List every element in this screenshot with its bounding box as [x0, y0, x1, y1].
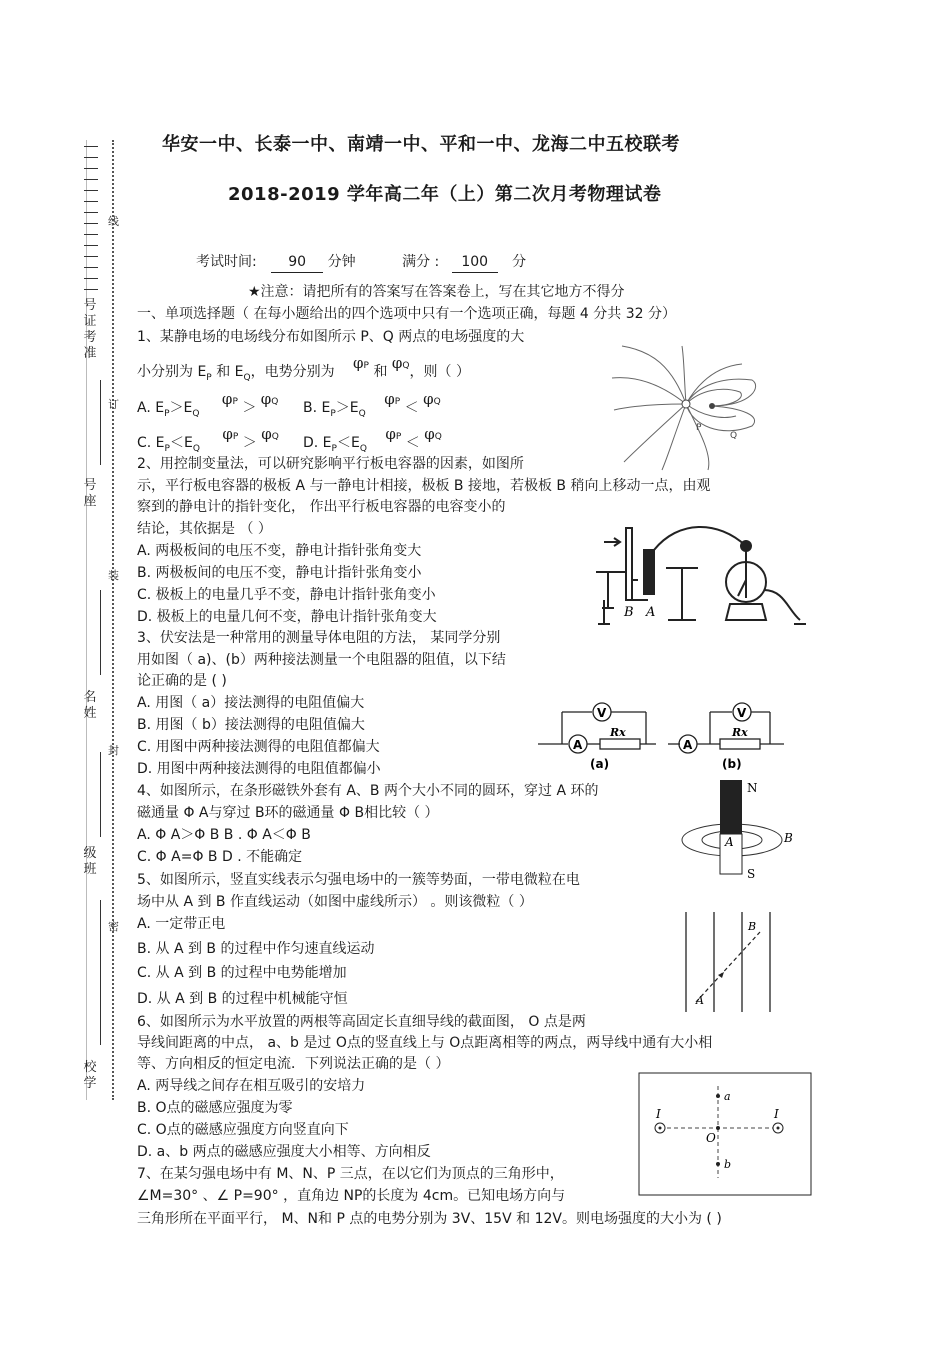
q1-sub: P: [395, 431, 402, 442]
gutter-fill-line-4: [100, 900, 101, 1045]
q1-text: C. E: [137, 435, 165, 451]
q5-option-a: A. 一定带正电: [137, 916, 226, 932]
q2-line-3: 察到的静电计的指针变化， 作出平行板电容器的电容变小的: [137, 499, 506, 515]
q3-option-a: A. 用图（ a）接法测得的电阻值偏大: [137, 695, 365, 711]
q1-text: 和: [373, 364, 388, 380]
phi-symbol: φ: [385, 425, 396, 443]
q3-circuit-a-figure: [538, 700, 668, 772]
q1-sub: P: [331, 443, 337, 454]
q3-option-d: D. 用图中两种接法测得的电阻值都偏小: [137, 761, 381, 777]
q6-option-b: B. O点的磁感应强度为零: [137, 1100, 293, 1116]
gutter-tick-mi: 密: [108, 920, 119, 933]
q4-fig-a: A: [725, 835, 734, 849]
q3b-ammeter-label: A: [683, 738, 693, 752]
exam-time-label: 考试时间:: [196, 254, 257, 270]
q3a-ammeter-label: A: [573, 738, 583, 752]
phi-symbol: φ: [391, 354, 403, 372]
q1-sub: P: [164, 408, 170, 419]
q6-fig-b: b: [724, 1158, 732, 1171]
full-score-value: 100: [452, 252, 498, 273]
gutter-label-exam-id: 号证考准: [83, 298, 97, 361]
q1-text: ＜: [405, 435, 420, 451]
q1-sub: Q: [271, 396, 279, 407]
q7-line-3: 三角形所在平面平行， M、N和 P 点的电势分别为 3V、15V 和 12V。则电场强度的大小为 ( ): [137, 1211, 722, 1227]
phi-symbol: φ: [222, 425, 233, 443]
q3-option-b: B. 用图（ b）接法测得的电阻值偏大: [137, 717, 365, 733]
q4-line-1: 4、如图所示，在条形磁铁外套有 A、B 两个大小不同的圆环，穿过 A 环的: [137, 783, 599, 799]
q4-fig-n: N: [747, 781, 758, 795]
q2-option-a: A. 两极板间的电压不变，静电计指针张角变大: [137, 543, 422, 559]
q6-line-2: 导线间距离的中点， a、b 是过 O点的竖直线上与 O点距离相等的两点，两导线中通有大小相: [137, 1035, 713, 1051]
q1-fig-label-q: Q: [730, 431, 738, 441]
gutter-label-name: 名姓: [83, 690, 97, 721]
q2-option-d: D. 极板上的电量几何不变，静电计指针张角变大: [137, 609, 437, 625]
q5-line-1: 5、如图所示，竖直实线表示匀强电场中的一簇等势面，一带电微粒在电: [137, 872, 580, 888]
q1-stem-line2: [137, 354, 470, 388]
q1-sub: Q: [433, 396, 441, 407]
exam-title-line1: 华安一中、长泰一中、南靖一中、平和一中、龙海二中五校联考: [162, 134, 680, 155]
q3b-rx-label: Rx: [732, 726, 748, 739]
q1-text: 和 E: [216, 364, 244, 380]
q5-option-c: C. 从 A 到 B 的过程中电势能增加: [137, 965, 347, 981]
phi-symbol: φ: [353, 354, 364, 372]
q1-sub: P: [394, 396, 401, 407]
q4-line-2: 磁通量 Φ A与穿过 B环的磁通量 Φ B相比较（ ）: [137, 805, 439, 821]
q1-sub: P: [330, 408, 336, 419]
q5-fig-b: B: [748, 920, 757, 933]
q2-option-b: B. 两极板间的电压不变，静电计指针张角变小: [137, 565, 422, 581]
exam-notice: ★注意：请把所有的答案写在答案卷上，写在其它地方不得分: [248, 284, 625, 300]
q1-sub: Q: [434, 431, 442, 442]
q4-option-cd: C. Φ A=Φ B D . 不能确定: [137, 849, 303, 865]
q6-line-3: 等、方向相反的恒定电流．下列说法正确的是（ ）: [137, 1056, 450, 1072]
q1-text: ＞E: [335, 400, 359, 416]
q6-fig-o: O: [706, 1131, 716, 1145]
q1-text: ＞E: [169, 400, 193, 416]
q4-option-ab: A. Φ A＞Φ B B . Φ A＜Φ B: [137, 827, 311, 843]
q1-text: 小分别为 E: [137, 364, 207, 380]
q1-sub: P: [363, 360, 369, 371]
q3a-caption: (a): [590, 757, 610, 771]
q1-sub: Q: [358, 408, 366, 419]
q7-line-1: 7、在某匀强电场中有 M、N、P 三点，在以它们为顶点的三角形中，: [137, 1166, 564, 1182]
q1-stem-line1: 1、某静电场的电场线分布如图所示 P、Q 两点的电场强度的大: [137, 329, 525, 345]
q3-line-3: 论正确的是 ( ): [137, 673, 227, 689]
q5-equipotential-figure: [680, 912, 780, 1012]
q6-option-a: A. 两导线之间存在相互吸引的安培力: [137, 1078, 366, 1094]
full-score-label: 满分 :: [402, 254, 440, 270]
q1-text: ＞: [242, 400, 257, 416]
gutter-tick-feng: 封: [108, 744, 119, 757]
q4-fig-b: B: [784, 831, 793, 845]
q3b-caption: (b): [722, 757, 742, 771]
exam-time-value: 90: [271, 252, 323, 273]
q4-fig-s: S: [747, 867, 756, 881]
q3b-voltmeter-label: V: [737, 706, 747, 720]
q1-sub: P: [232, 431, 239, 442]
q3a-rx-label: Rx: [610, 726, 626, 739]
q3-circuit-b-figure: [668, 700, 788, 772]
gutter-dotted-line: [112, 140, 116, 1100]
section-heading: 一、单项选择题（ 在每小题给出的四个选项中只有一个选项正确，每题 4 分共 32 分）: [137, 306, 676, 322]
q1-sub: Q: [192, 443, 200, 454]
q3a-voltmeter-label: V: [597, 706, 607, 720]
q5-option-b: B. 从 A 到 B 的过程中作匀速直线运动: [137, 941, 375, 957]
exam-title-line2: 2018-2019 学年高二年（上）第二次月考物理试卷: [228, 184, 662, 205]
q2-fig-label-b: B: [624, 605, 634, 620]
q6-fig-i-right: I: [774, 1107, 779, 1121]
phi-symbol: φ: [424, 425, 435, 443]
phi-symbol: φ: [423, 390, 434, 408]
phi-symbol: φ: [221, 390, 233, 408]
q3-option-c: C. 用图中两种接法测得的电阻值都偏大: [137, 739, 380, 755]
gutter-blank-dashes: [84, 146, 98, 291]
q2-line-1: 2、用控制变量法，可以研究影响平行板电容器的因素，如图所: [137, 456, 524, 472]
q6-option-d: D. a、b 两点的磁感应强度大小相等、方向相反: [137, 1144, 431, 1160]
exam-time-unit: 分钟: [327, 254, 356, 270]
q1-text: D. E: [303, 435, 332, 451]
q1-text: ＜E: [169, 435, 193, 451]
q1-text: ＜: [404, 400, 419, 416]
q6-fig-a: a: [724, 1090, 731, 1103]
q3-line-1: 3、伏安法是一种常用的测量导体电阻的方法， 某同学分别: [137, 630, 501, 646]
gutter-tick-xian: 线: [108, 215, 119, 228]
q1-text: ＜E: [336, 435, 360, 451]
q1-sub: P: [164, 443, 170, 454]
phi-symbol: φ: [260, 390, 272, 408]
q1-sub: Q: [271, 431, 279, 442]
q1-field-lines-figure: [612, 346, 772, 472]
q1-option-b: [303, 390, 441, 424]
gutter-fill-line-1: [100, 380, 101, 465]
q2-line-4: 结论，其依据是 （ ）: [137, 521, 272, 537]
phi-symbol: φ: [384, 390, 395, 408]
gutter-label-school: 校学: [83, 1060, 97, 1091]
gutter-tick-zhuang: 装: [108, 569, 119, 582]
q1-sub: Q: [243, 372, 251, 383]
q1-text: A. E: [137, 400, 165, 416]
full-score-unit: 分: [512, 254, 527, 270]
q1-sub: Q: [402, 360, 410, 371]
exam-info-line: [196, 252, 526, 273]
q6-wires-figure: [638, 1072, 812, 1196]
gutter-fill-line-3: [100, 752, 101, 837]
q6-line-1: 6、如图所示为水平放置的两根等高固定长直细导线的截面图， O 点是两: [137, 1014, 586, 1030]
q1-text: ，则（ ）: [409, 364, 470, 380]
gutter-fill-line-2: [100, 590, 101, 675]
q5-option-d: D. 从 A 到 B 的过程中机械能守恒: [137, 991, 348, 1007]
q1-sub: P: [232, 396, 238, 407]
q2-option-c: C. 极板上的电量几乎不变，静电计指针张角变小: [137, 587, 436, 603]
q1-option-a: [137, 390, 279, 424]
q1-fig-label-p: P: [696, 423, 702, 433]
q5-line-2: 场中从 A 到 B 作直线运动（如图中虚线所示） 。则该微粒（ ）: [137, 894, 533, 910]
q6-option-c: C. O点的磁感应强度方向竖直向下: [137, 1122, 349, 1138]
q5-fig-a: A: [696, 994, 704, 1007]
q4-magnet-figure: [680, 778, 800, 881]
q1-sub: Q: [359, 443, 367, 454]
q1-text: ＞: [242, 435, 257, 451]
q2-line-2: 示，平行板电容器的极板 A 与一静电计相接，极板 B 接地，若极板 B 稍向上移动一点，由观: [137, 478, 711, 494]
gutter-label-seat: 号座: [83, 478, 97, 509]
q1-text: ，电势分别为: [250, 364, 335, 380]
q2-fig-label-a: A: [646, 605, 656, 620]
gutter-tick-ding: 订: [108, 398, 119, 411]
q1-text: B. E: [303, 400, 331, 416]
gutter-label-class: 级班: [83, 846, 97, 877]
q3-line-2: 用如图（ a)、(b）两种接法测量一个电阻器的阻值，以下结: [137, 652, 506, 668]
q7-line-2: ∠M=30° 、∠ P=90° ，直角边 NP的长度为 4cm。已知电场方向与: [137, 1188, 566, 1204]
q1-sub: Q: [192, 408, 200, 419]
q1-sub: P: [206, 372, 212, 383]
q6-fig-i-left: I: [656, 1107, 661, 1121]
phi-symbol: φ: [261, 425, 272, 443]
q2-capacitor-figure: [588, 520, 810, 632]
